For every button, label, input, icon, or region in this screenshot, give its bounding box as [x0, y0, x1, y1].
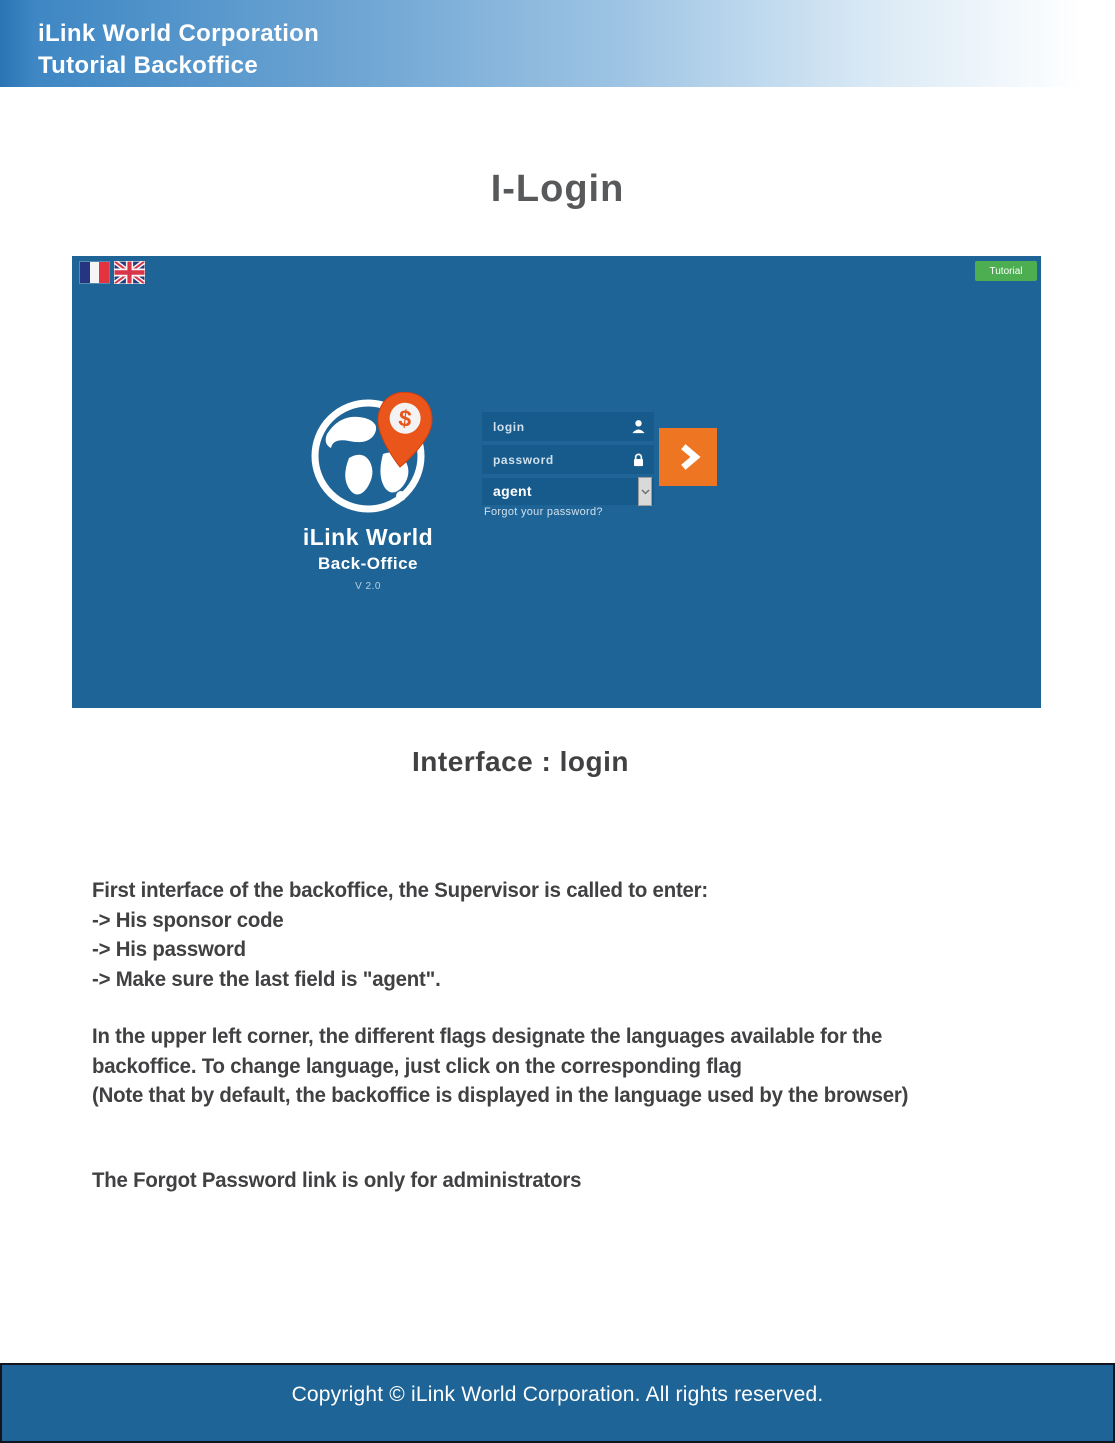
text-line: (Note that by default, the backoffice is displayed in the language used by the browser) — [92, 1084, 909, 1107]
company-name: iLink World Corporation — [38, 20, 320, 47]
login-form — [482, 412, 654, 505]
paragraph-flags — [92, 1022, 1023, 1111]
chevron-right-icon — [673, 442, 703, 472]
header-banner — [0, 0, 1115, 87]
person-icon — [631, 419, 646, 434]
text-line: First interface of the backoffice, the Supervisor is called to enter: — [92, 879, 708, 902]
login-submit-button[interactable] — [659, 428, 717, 486]
password-input[interactable] — [482, 445, 633, 474]
french-flag-icon[interactable] — [80, 262, 109, 283]
chevron-down-icon[interactable] — [638, 477, 652, 506]
text-line: -> His password — [92, 938, 246, 961]
login-field-wrap — [482, 412, 654, 441]
copyright-text: Copyright © iLink World Corporation. All rights reserved. — [291, 1383, 824, 1406]
text-line: The Forgot Password link is only for administrators — [92, 1169, 582, 1192]
paragraph-forgot-password — [92, 1166, 1023, 1196]
globe-dollar-pin-icon — [243, 392, 493, 517]
screenshot-caption: Interface : login — [412, 746, 629, 777]
lock-icon — [631, 452, 646, 467]
text-line: -> His sponsor code — [92, 908, 284, 932]
login-input[interactable] — [482, 412, 633, 441]
brand-name: iLink World — [302, 524, 434, 550]
paragraph-instructions — [92, 876, 1023, 994]
password-field-wrap — [482, 445, 654, 474]
uk-flag-icon[interactable] — [114, 261, 145, 284]
brand-logo-block — [243, 392, 493, 592]
forgot-password-link[interactable]: Forgot your password? — [484, 506, 603, 518]
brand-version: V 2.0 — [355, 581, 381, 592]
tutorial-button[interactable]: Tutorial — [975, 261, 1037, 281]
role-selected-value: agent — [493, 483, 532, 499]
login-screenshot-panel — [72, 256, 1041, 708]
text-line: backoffice. To change language, just click on the corresponding flag — [92, 1054, 742, 1078]
role-select[interactable] — [482, 478, 654, 505]
svg-text:$: $ — [397, 404, 413, 432]
text-line: In the upper left corner, the different flags designate the languages available for the — [92, 1025, 883, 1048]
page-title: I-Login — [490, 168, 625, 210]
footer-bar — [0, 1363, 1115, 1443]
text-line: -> Make sure the last field is "agent". — [92, 967, 441, 991]
brand-subtitle: Back-Office — [318, 554, 418, 573]
document-subtitle: Tutorial Backoffice — [38, 52, 258, 79]
